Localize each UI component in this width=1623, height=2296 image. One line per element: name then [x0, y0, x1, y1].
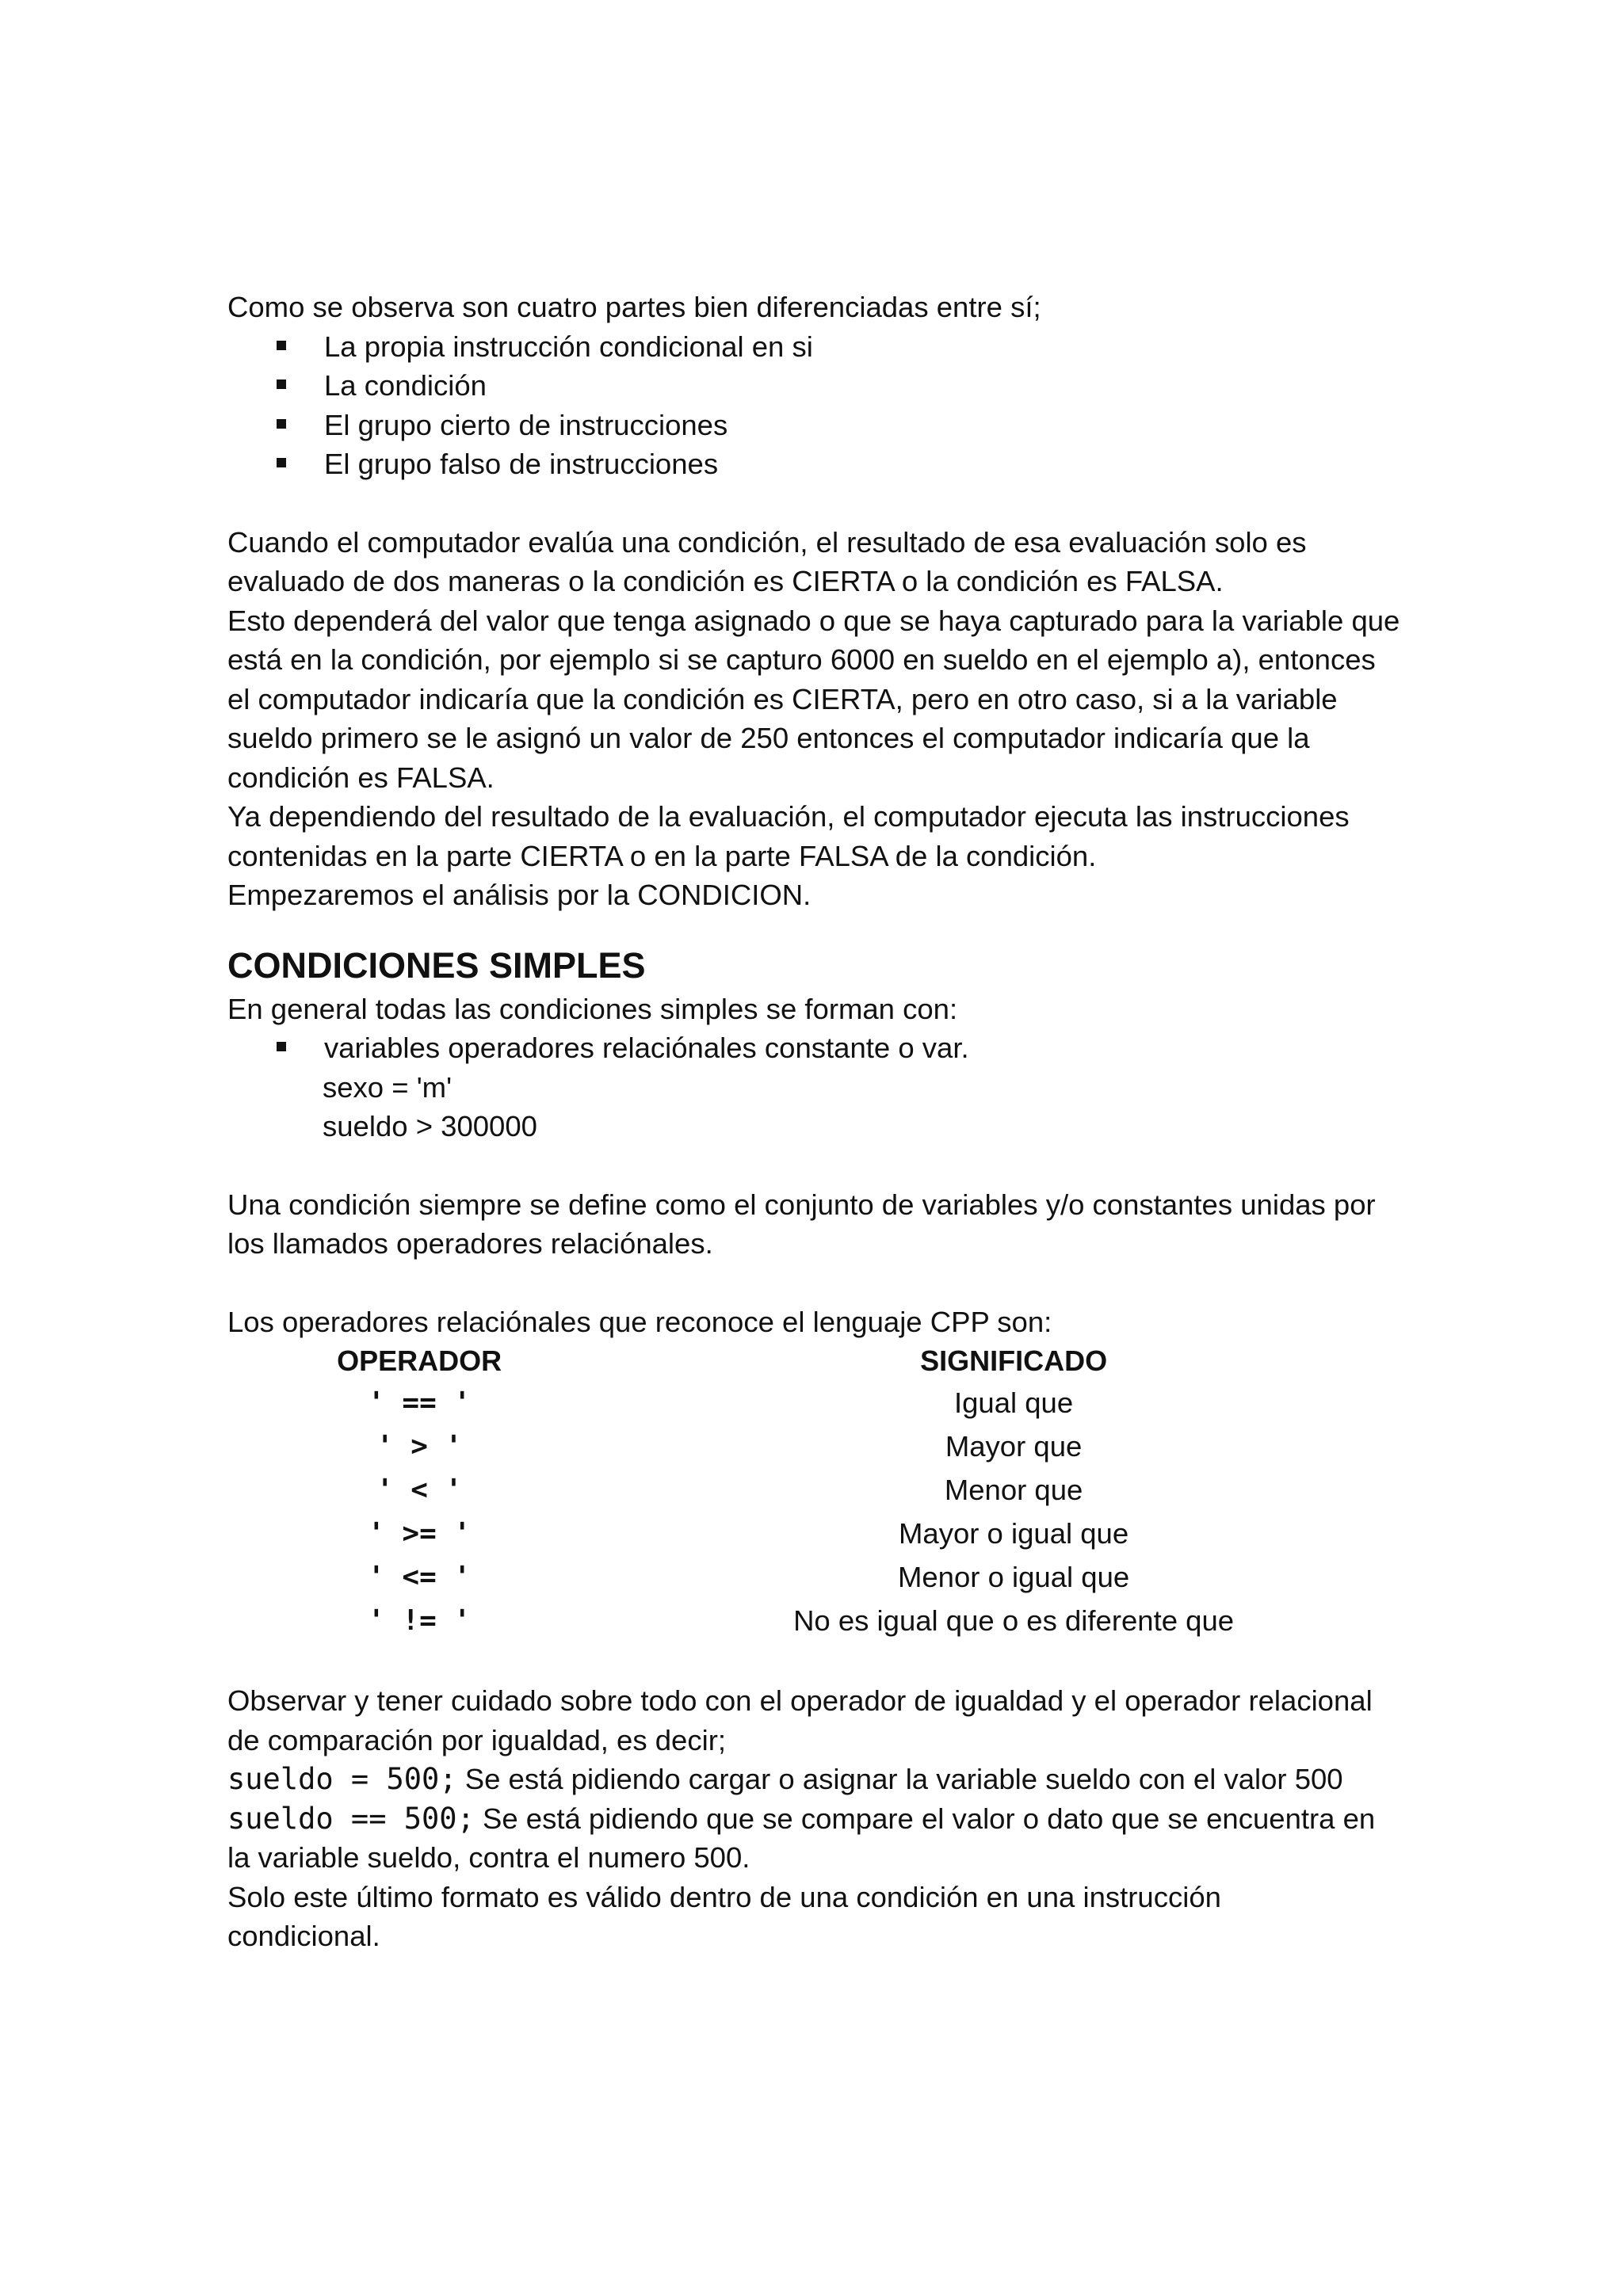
text-line: evaluado de dos maneras o la condición es CIERTA o la condición es FALSA. [227, 565, 1224, 597]
operator-cell: ' >= ' [368, 1517, 472, 1550]
example-line: sexo = 'm' [323, 1070, 453, 1104]
table-row [227, 1381, 1416, 1425]
compare-example-line [227, 1799, 1416, 1839]
table-row [227, 1599, 1416, 1642]
example-line: sueldo > 300000 [323, 1110, 537, 1142]
meaning-cell: Mayor o igual que [899, 1517, 1129, 1550]
assign-explanation: Se está pidiendo cargar o asignar la variable sueldo con el valor 500 [456, 1763, 1343, 1795]
operator-cell: ' > ' [376, 1430, 463, 1463]
compare-explanation: Se está pidiendo que se compare el valor o dato que se encuentra en [474, 1802, 1376, 1835]
text-line: condición es FALSA. [227, 761, 495, 794]
text-line: Una condición siempre se define como el conjunto de variables y/o constantes unidas por [227, 1188, 1376, 1221]
text-line: sueldo primero se le asignó un valor de 250 entonces el computador indicaría que la [227, 722, 1310, 754]
compare-code: sueldo == 500; [227, 1801, 475, 1836]
meaning-cell: No es igual que o es diferente que [793, 1604, 1235, 1637]
table-row [227, 1512, 1416, 1555]
text-line: Ya dependiendo del resultado de la evaluación, el computador ejecuta las instrucciones [227, 800, 1350, 833]
table-row [227, 1468, 1416, 1512]
meaning-cell: Igual que [953, 1386, 1074, 1419]
meaning-cell: Menor que [944, 1474, 1083, 1506]
list-item: El grupo cierto de instrucciones [227, 406, 1416, 445]
operators-lead: Los operadores relaciónales que reconoce el lenguaje CPP son: [227, 1305, 1052, 1338]
text-line: la variable sueldo, contra el numero 500. [227, 1841, 750, 1874]
operator-column-header: OPERADOR [337, 1344, 502, 1377]
assign-code: sueldo = 500; [227, 1762, 457, 1796]
condition-list [227, 1028, 1416, 1068]
square-bullet-icon [277, 458, 286, 467]
text-line: Empezaremos el análisis por la CONDICION. [227, 879, 812, 911]
text-line: Esto dependerá del valor que tenga asignado o que se haya capturado para la variable que [227, 604, 1400, 637]
section-heading: CONDICIONES SIMPLES [227, 944, 646, 986]
text-line: Solo este último formato es válido dentro de una condición en una instrucción [227, 1880, 1221, 1913]
list-item: La condición [227, 366, 1416, 406]
meaning-column-header: SIGNIFICADO [920, 1344, 1108, 1377]
square-bullet-icon [277, 341, 286, 350]
operator-cell: ' < ' [376, 1474, 463, 1506]
square-bullet-icon [277, 379, 286, 389]
meaning-cell: Mayor que [945, 1430, 1083, 1463]
square-bullet-icon [277, 1042, 286, 1051]
table-row [227, 1555, 1416, 1599]
text-line: condicional. [227, 1920, 380, 1952]
square-bullet-icon [277, 419, 286, 429]
section-lead: En general todas las condiciones simples se forman con: [227, 992, 958, 1025]
evaluation-paragraph [227, 523, 1416, 915]
list-item: variables operadores relaciónales constante o var. [227, 1028, 1416, 1068]
text-line: de comparación por igualdad, es decir; [227, 1723, 726, 1756]
list-item: El grupo falso de instrucciones [227, 444, 1416, 484]
text-line: el computador indicaría que la condición es CIERTA, pero en otro caso, si a la variable [227, 682, 1338, 715]
operator-cell: ' != ' [368, 1604, 472, 1637]
page-content [227, 288, 1416, 1956]
operator-cell: ' <= ' [368, 1561, 472, 1593]
text-line: contenidas en la parte CIERTA o en la parte FALSA de la condición. [227, 839, 1097, 872]
text-line: Cuando el computador evalúa una condición, el resultado de esa evaluación solo es [227, 525, 1307, 559]
intro-lead: Como se observa son cuatro partes bien diferenciadas entre sí; [227, 291, 1041, 323]
text-line: está en la condición, por ejemplo si se capturo 6000 en sueldo en el ejemplo a), entonces [227, 643, 1376, 676]
parts-list [227, 327, 1416, 484]
operator-cell: ' == ' [368, 1386, 472, 1419]
assign-example-line [227, 1760, 1416, 1799]
operators-table [227, 1341, 1416, 1642]
table-row [227, 1425, 1416, 1468]
list-item: La propia instrucción condicional en si [227, 327, 1416, 367]
text-line: Observar y tener cuidado sobre todo con el operador de igualdad y el operador relacional [227, 1684, 1373, 1717]
text-line: los llamados operadores relaciónales. [227, 1227, 713, 1260]
meaning-cell: Menor o igual que [897, 1561, 1130, 1593]
